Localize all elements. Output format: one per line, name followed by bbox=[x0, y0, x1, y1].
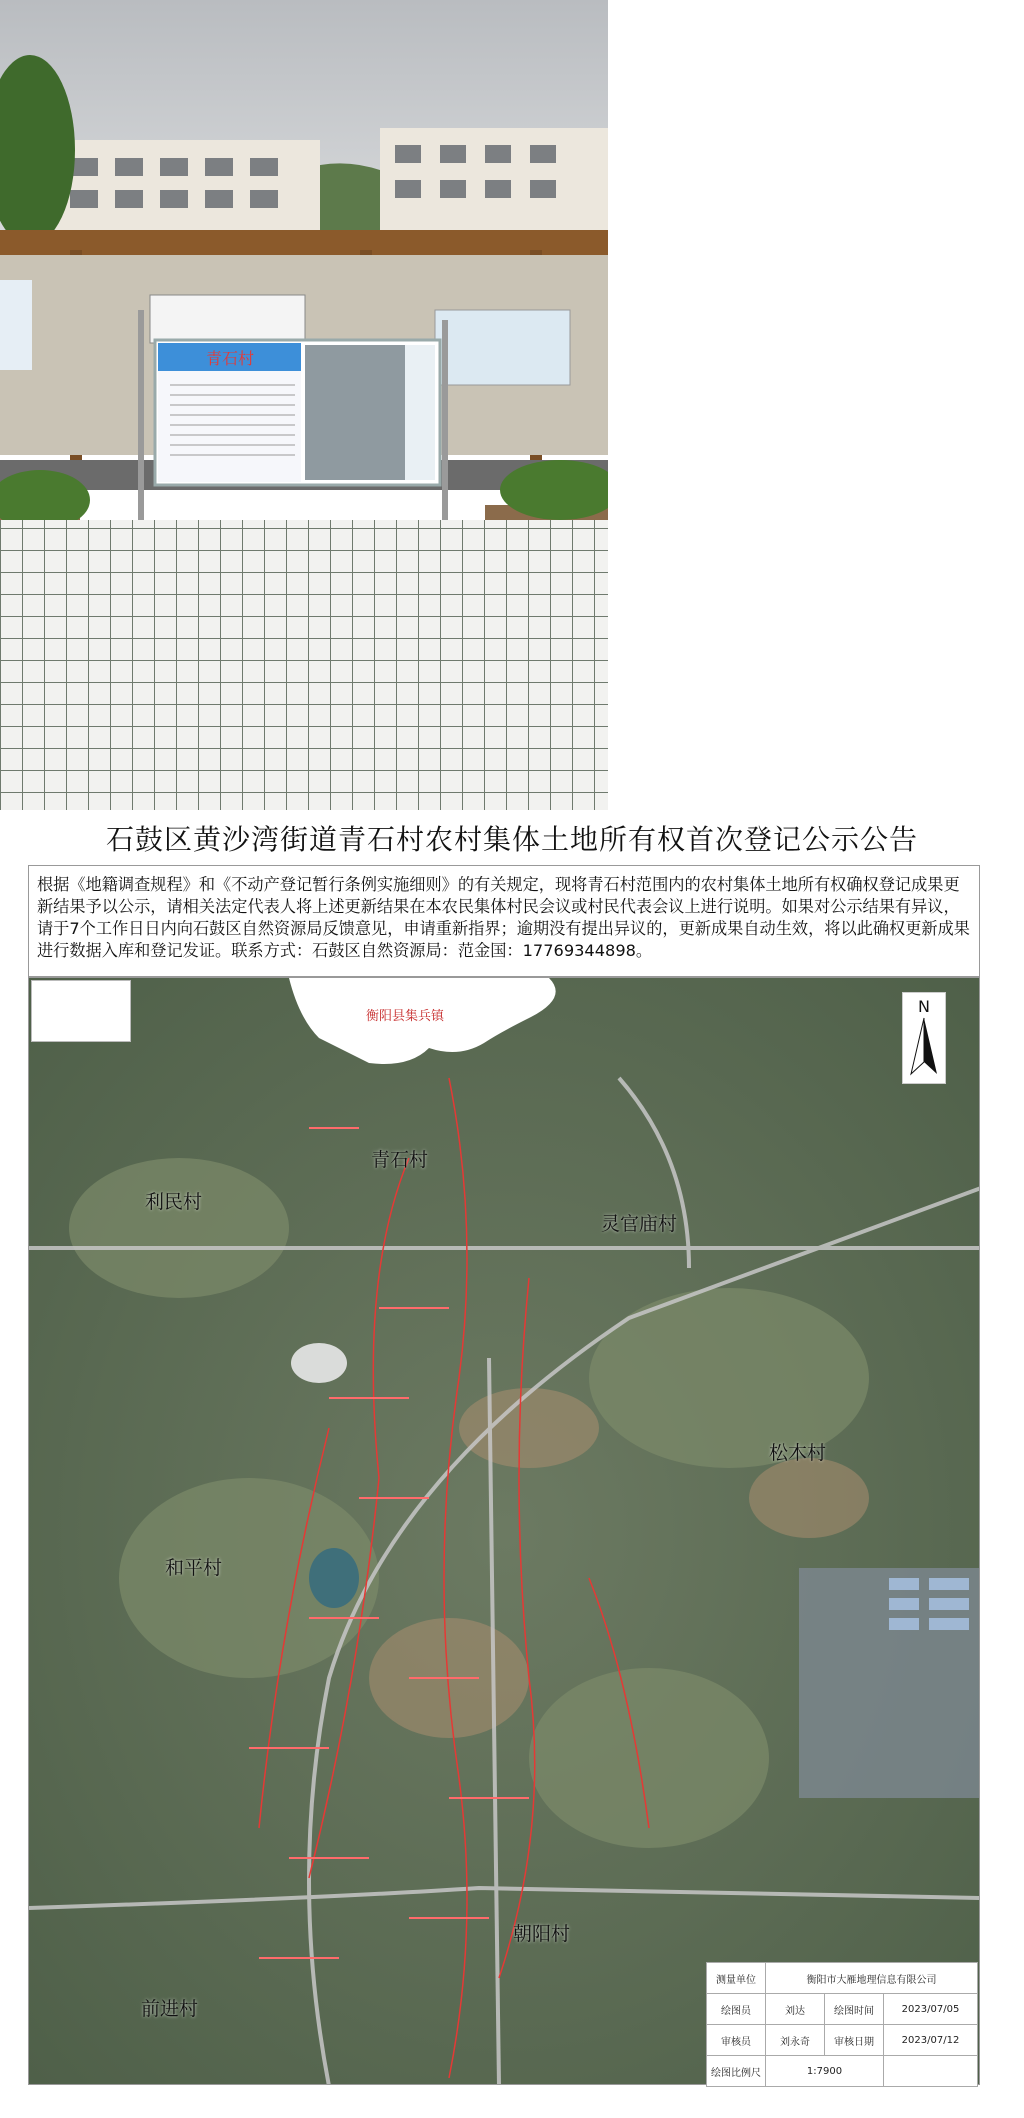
village-label-songmu: 松木村 bbox=[769, 1442, 827, 1464]
reviewer-label: 审核员 bbox=[707, 2025, 766, 2056]
village-label-qianjin: 前进村 bbox=[141, 1998, 199, 2020]
notice-title: 石鼓区黄沙湾街道青石村农村集体土地所有权首次登记公示公告 bbox=[105, 823, 918, 856]
north-arrow bbox=[902, 992, 946, 1084]
notice-board-photo bbox=[0, 0, 608, 810]
board-title: 青石村 bbox=[205, 349, 255, 368]
draw-time-label: 绘图时间 bbox=[825, 1994, 884, 2025]
scale-label: 绘图比例尺 bbox=[707, 2056, 766, 2087]
village-label-chaoyang: 朝阳村 bbox=[513, 1923, 571, 1945]
review-date: 2023/07/12 bbox=[884, 2025, 978, 2056]
review-date-label: 审核日期 bbox=[825, 2025, 884, 2056]
scale: 1:7900 bbox=[766, 2056, 884, 2087]
drawer-label: 绘图员 bbox=[707, 1994, 766, 2025]
village-label-limin: 利民村 bbox=[145, 1191, 203, 1213]
village-label-qingshi: 青石村 bbox=[371, 1149, 429, 1171]
north-label: N bbox=[918, 997, 930, 1016]
survey-unit: 衡阳市大雁地理信息有限公司 bbox=[766, 1963, 978, 1994]
north-arrow-icon bbox=[903, 1016, 945, 1078]
land-map bbox=[28, 977, 980, 2085]
draw-time: 2023/07/05 bbox=[884, 1994, 978, 2025]
notice-body: 根据《地籍调查规程》和《不动产登记暂行条例实施细则》的有关规定，现将青石村范围内的农村集体土地所有权确权登记成果更新结果予以公示，请相关法定代表人将上述更新结果在本农民集体村民会议或村民代表会议上进行说明。如果对公示结果有异议，请于7个工作日日内向石鼓区自然资源局反馈意见，申请重新指界；逾期没有提出异议的，更新成果自动生效，将以此确权更新成果进行数据入库和登记发证。联系方式：石鼓区自然资源局：范金国：17769344898。 bbox=[28, 865, 980, 977]
map-info-table bbox=[706, 1962, 978, 2087]
lake-label: 衡阳县集兵镇 bbox=[366, 1009, 445, 1024]
map-legend bbox=[31, 980, 131, 1042]
survey-unit-label: 测量单位 bbox=[707, 1963, 766, 1994]
village-label-heping: 和平村 bbox=[165, 1557, 223, 1579]
village-label-lingguanmiao: 灵官庙村 bbox=[601, 1213, 678, 1235]
drawer: 刘达 bbox=[766, 1994, 825, 2025]
reviewer: 刘永奇 bbox=[766, 2025, 825, 2056]
